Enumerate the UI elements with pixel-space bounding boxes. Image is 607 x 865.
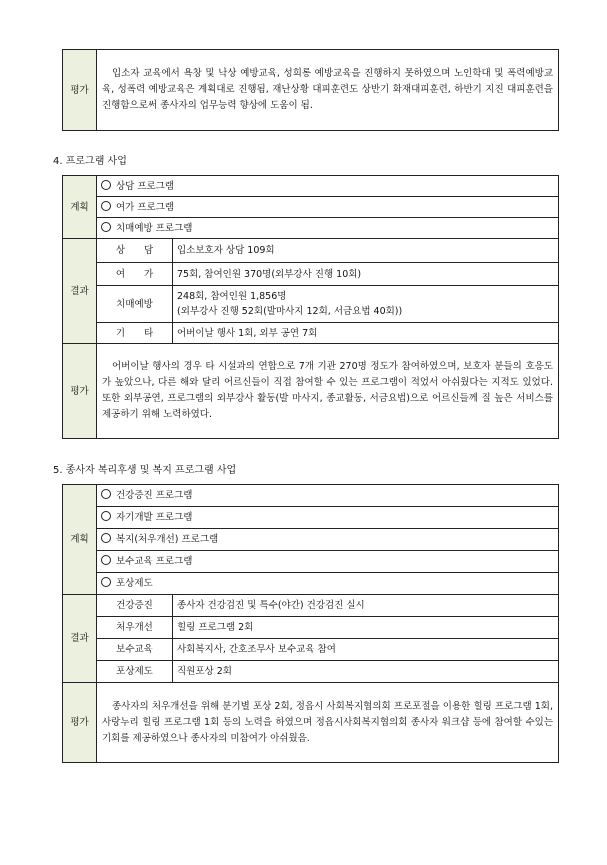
plan-item: 상담 프로그램 <box>97 176 559 197</box>
eval-text: 입소자 교육에서 욕창 및 낙상 예방교육, 성희롱 예방교육을 진행하지 못하였으며 노인학대 및 폭력예방교육, 성폭력 예방교육은 계획대로 진행됨, 재난상황 대피훈련도 상반기 화재대피훈련, 하반기 지진 대피훈련을 진행함으로써 종사자의 업무능력 향상에 도움이 됨. <box>97 50 559 131</box>
result-value: 어버이날 행사 1회, 외부 공연 7회 <box>173 323 559 344</box>
eval-text: 어버이날 행사의 경우 타 시설과의 연합으로 7개 기관 270명 정도가 참여하였으며, 보호자 분들의 호응도가 높았으나, 다른 해와 달리 어르신들이 직접 참여할 수 있는 프로그램이 적었서 아쉬웠다는 지적도 있었다. 또한 외부공연, 프로그램의 외부강사 활동(발 마사지, 종교활동, 서금요법)으로 어르신들께 질 높은 서비스를 제공하기 위해 노력하였다. <box>97 344 559 439</box>
result-value: 종사자 건강검진 및 특수(야간) 건강검진 실시 <box>173 595 559 617</box>
section4-table <box>62 175 559 439</box>
section5-table <box>62 484 559 763</box>
eval-label: 평가 <box>63 344 97 439</box>
circle-bullet-icon <box>101 201 111 211</box>
result-value: 힐링 프로그램 2회 <box>173 617 559 639</box>
section5-heading: 5. 종사자 복리후생 및 복지 프로그램 사업 <box>53 465 237 476</box>
result-name: 기 타 <box>97 323 173 344</box>
result-name: 치매예방 <box>97 286 173 323</box>
circle-bullet-icon <box>101 533 111 543</box>
circle-bullet-icon <box>101 222 111 232</box>
section4-heading: 4. 프로그램 사업 <box>53 156 127 167</box>
plan-item: 치매예방 프로그램 <box>97 218 559 239</box>
plan-item: 보수교육 프로그램 <box>97 551 559 573</box>
circle-bullet-icon <box>101 180 111 190</box>
result-name: 보수교육 <box>97 639 173 661</box>
plan-label: 계획 <box>63 485 97 595</box>
top-eval-table <box>62 49 559 131</box>
circle-bullet-icon <box>101 555 111 565</box>
plan-item: 복지(처우개선) 프로그램 <box>97 529 559 551</box>
result-name: 처우개선 <box>97 617 173 639</box>
result-label: 결과 <box>63 239 97 344</box>
result-label: 결과 <box>63 595 97 683</box>
result-value: 직원포상 2회 <box>173 661 559 683</box>
result-name: 여 가 <box>97 263 173 286</box>
plan-item: 자기개발 프로그램 <box>97 507 559 529</box>
plan-item: 여가 프로그램 <box>97 197 559 218</box>
result-value: 사회복지사, 간호조무사 보수교육 참여 <box>173 639 559 661</box>
circle-bullet-icon <box>101 511 111 521</box>
result-value: 248회, 참여인원 1,856명 (외부강사 진행 52회(발마사지 12회, 서금요법 40회)) <box>173 286 559 323</box>
eval-text: 종사자의 처우개선을 위해 분기별 포상 2회, 정읍시 사회복지협의회 프로포절을 이용한 힐링 프로그램 1회, 사랑누리 힐링 프로그램 1회 등의 노력을 하였으며 정읍시사회복지협의회 종사자 워크샵 등에 참여할 수있는 기회를 제공하였으나 종사자의 미참여가 아쉬웠음. <box>97 683 559 763</box>
result-name: 포상제도 <box>97 661 173 683</box>
result-value: 입소보호자 상담 109회 <box>173 239 559 263</box>
circle-bullet-icon <box>101 489 111 499</box>
circle-bullet-icon <box>101 577 111 587</box>
plan-item: 건강증진 프로그램 <box>97 485 559 507</box>
result-value: 75회, 참여인원 370명(외부강사 진행 10회) <box>173 263 559 286</box>
plan-item: 포상제도 <box>97 573 559 595</box>
eval-label: 평가 <box>63 683 97 763</box>
plan-label: 계획 <box>63 176 97 239</box>
result-name: 상 담 <box>97 239 173 263</box>
eval-label: 평가 <box>63 50 97 131</box>
result-name: 건강증진 <box>97 595 173 617</box>
